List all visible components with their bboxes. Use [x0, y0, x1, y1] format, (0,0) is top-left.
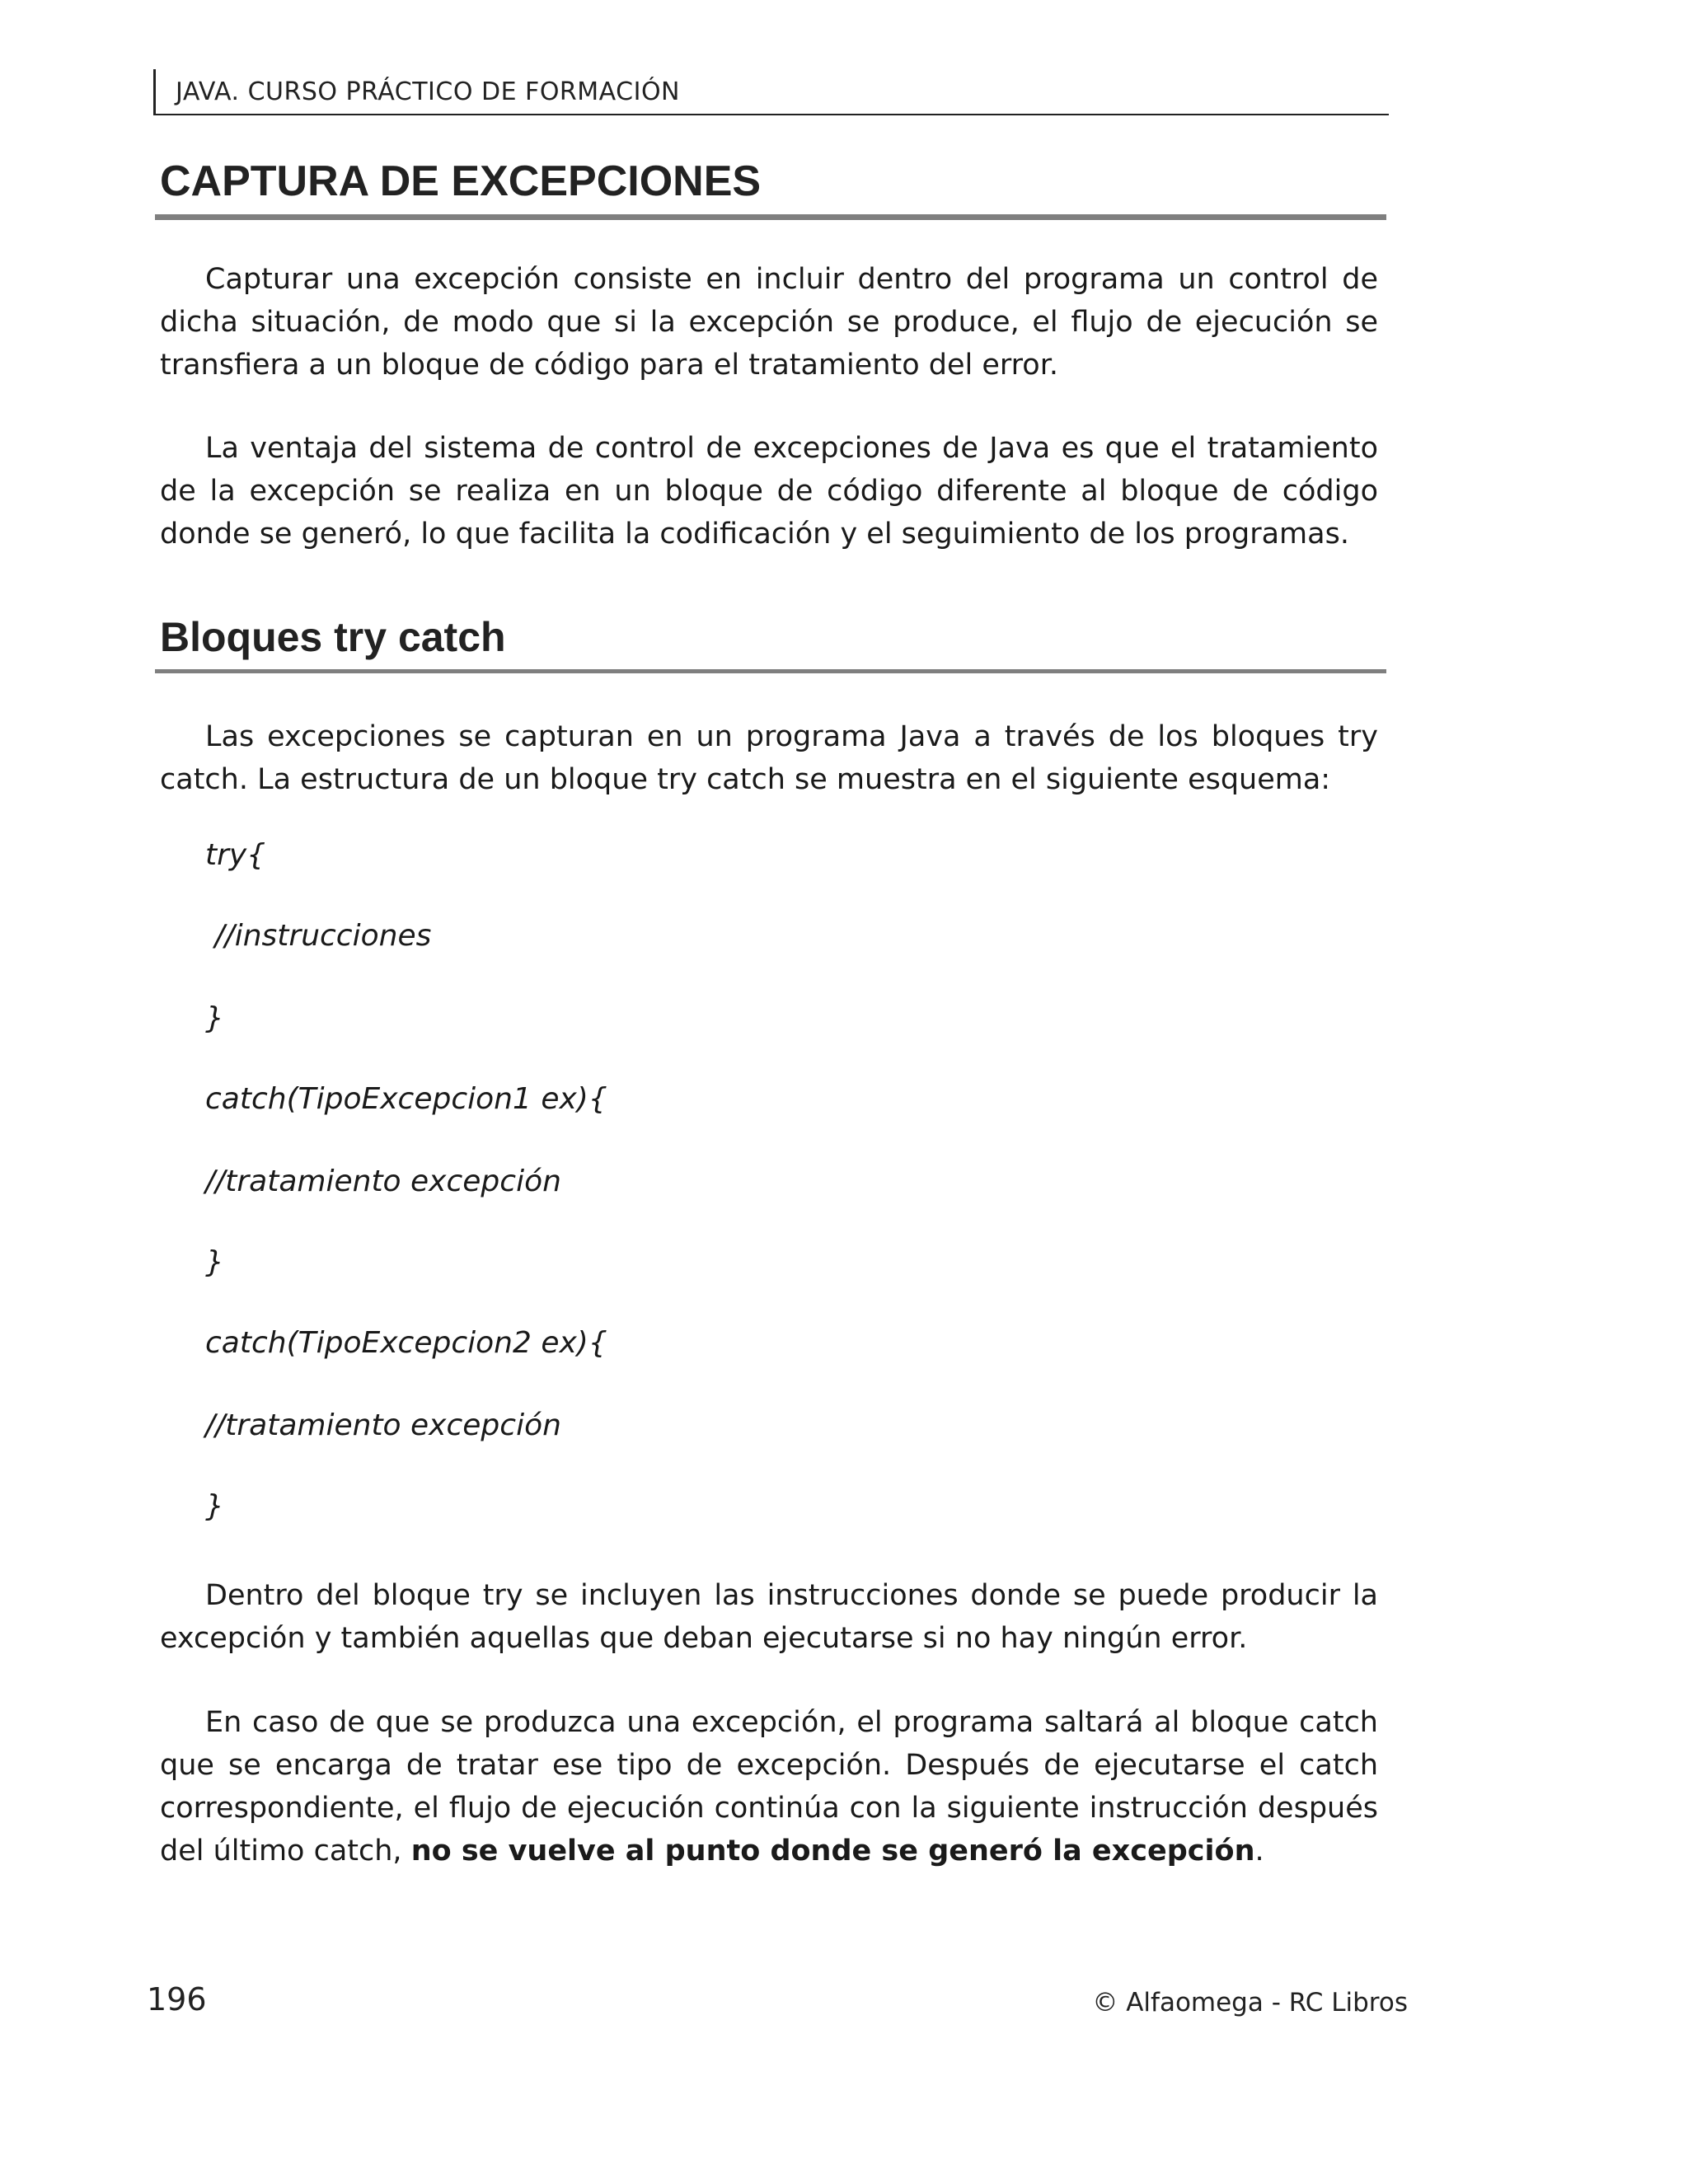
body-paragraph-try-block: Dentro del bloque try se incluyen las instrucciones donde se puede producir la excepción y también aquellas que deban ejecutarse si no hay ningún error.: [160, 1579, 1378, 1655]
code-line: }: [205, 1001, 224, 1035]
running-header: [153, 69, 1389, 115]
body-paragraph-try-catch-intro: Las excepciones se capturan en un programa Java a través de los bloques try catch. La estructura de un bloque try catch se muestra en el siguiente esquema:: [160, 720, 1378, 796]
intro-paragraph-1: Capturar una excepción consiste en incluir dentro del programa un control de dicha situación, de modo que si la excepción se produce, el flujo de ejecución se transfiera a un bloque de código para el tratamiento del error.: [160, 263, 1378, 382]
code-line: }: [205, 1489, 224, 1523]
intro-paragraph-2: La ventaja del sistema de control de excepciones de Java es que el tratamiento de la excepción se realiza en un bloque de código diferente al bloque de código donde se generó, lo que facilita la codificación y el seguimiento de los programas.: [160, 432, 1378, 551]
section-title-rule: [155, 214, 1386, 220]
subsection-title-rule: [155, 669, 1386, 673]
running-header-title: JAVA. CURSO PRÁCTICO DE FORMACIÓN: [176, 77, 681, 106]
subsection-title: Bloques try catch: [160, 614, 506, 660]
code-line: try{: [205, 838, 266, 872]
code-line: catch(TipoExcepcion1 ex){: [205, 1082, 607, 1116]
page-number: 196: [147, 1981, 207, 2018]
body-paragraph-catch-flow: [160, 1701, 1378, 1872]
publisher-credit: © Alfaomega - RC Libros: [1092, 1988, 1408, 2018]
code-line: //instrucciones: [205, 919, 432, 953]
code-line: catch(TipoExcepcion2 ex){: [205, 1326, 607, 1360]
body-text-end: .: [1254, 1835, 1264, 1868]
code-line: //tratamiento excepción: [205, 1408, 561, 1442]
body-text: En caso de que se produzca una excepción, el programa saltará al bloque catch que se encarga de tratar ese tipo de excepción. Después de ejecutarse el catch correspondiente, el flujo de ejecución continúa con la siguiente instrucción después del último catch,: [160, 1706, 1378, 1868]
emphasis-text: no se vuelve al punto donde se generó la excepción: [410, 1835, 1255, 1868]
code-line: }: [205, 1245, 224, 1279]
section-title: CAPTURA DE EXCEPCIONES: [160, 157, 762, 205]
code-line: //tratamiento excepción: [205, 1165, 561, 1198]
